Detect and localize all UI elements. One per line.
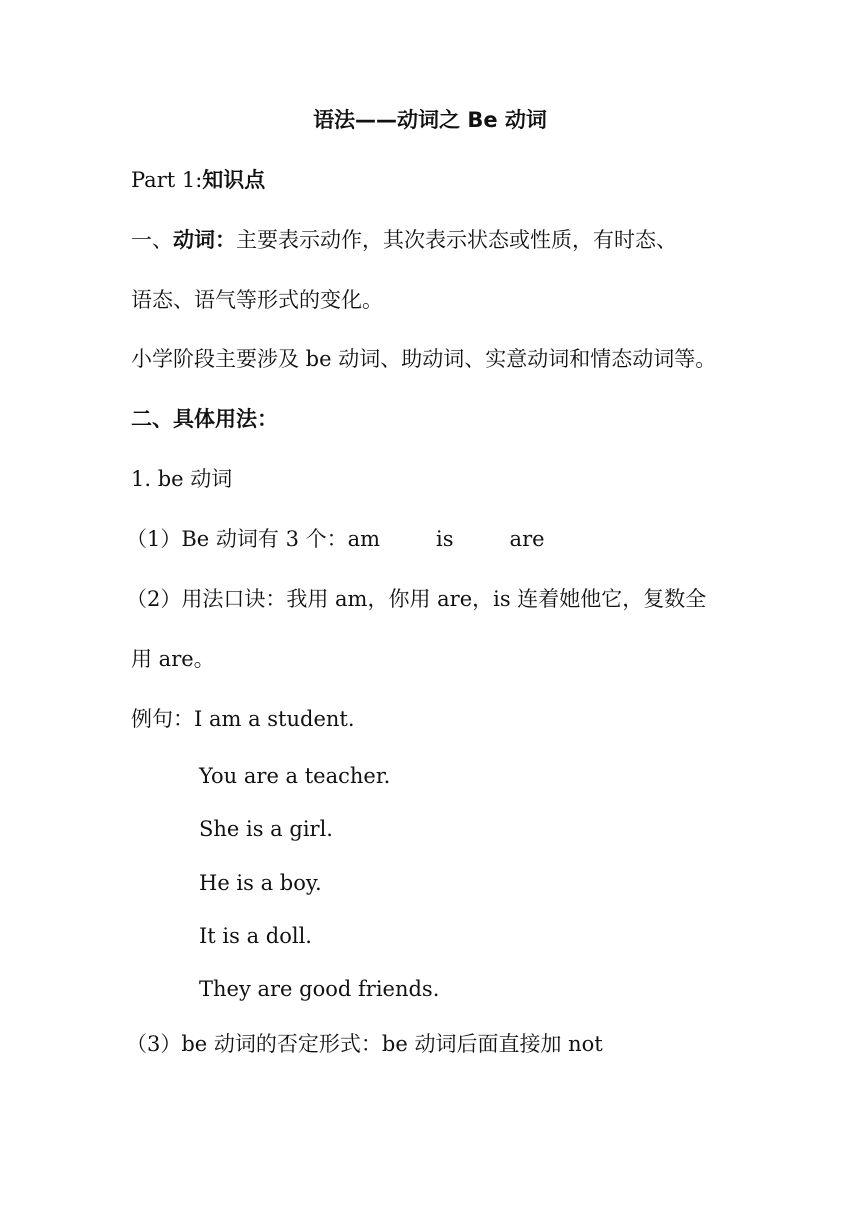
point1-prefix: （1）Be 动词有 3 个：am [126,527,381,551]
point2-line2: 用 are。 [131,647,215,671]
page-title: 语法——动词之 Be 动词 [313,108,547,132]
point3: （3）be 动词的否定形式：be 动词后面直接加 not [126,1032,603,1056]
section1-heading: 一、 [131,228,173,252]
point2-line1: （2）用法口诀：我用 am，你用 are，is 连着她他它，复数全 [126,587,707,611]
section1-line2: 语态、语气等形式的变化。 [131,288,383,312]
part-prefix: Part 1: [131,168,203,192]
example-sentence: You are a teacher. [199,764,391,788]
examples-first-line [131,704,355,734]
example-sentence: I am a student. [194,707,355,731]
section1-term: 动词： [173,227,236,252]
section1-line1 [131,225,677,255]
scope-paragraph: 小学阶段主要涉及 be 动词、助动词、实意动词和情态动词等。 [131,347,717,371]
examples-label: 例句： [131,707,194,731]
section1-text1: 主要表示动作，其次表示状态或性质，有时态、 [236,228,677,252]
point1 [126,524,545,554]
point1-is: is [436,527,454,551]
example-sentence: She is a girl. [199,817,333,841]
point1-are: are [509,527,545,551]
example-sentence: They are good friends. [199,977,440,1001]
part-label: 知识点 [202,168,266,192]
part-heading [131,165,265,195]
example-sentence: It is a doll. [199,924,312,948]
item1-heading: 1. be 动词 [131,467,233,491]
example-sentence: He is a boy. [199,871,322,895]
section2-heading: 二、具体用法： [131,406,278,431]
